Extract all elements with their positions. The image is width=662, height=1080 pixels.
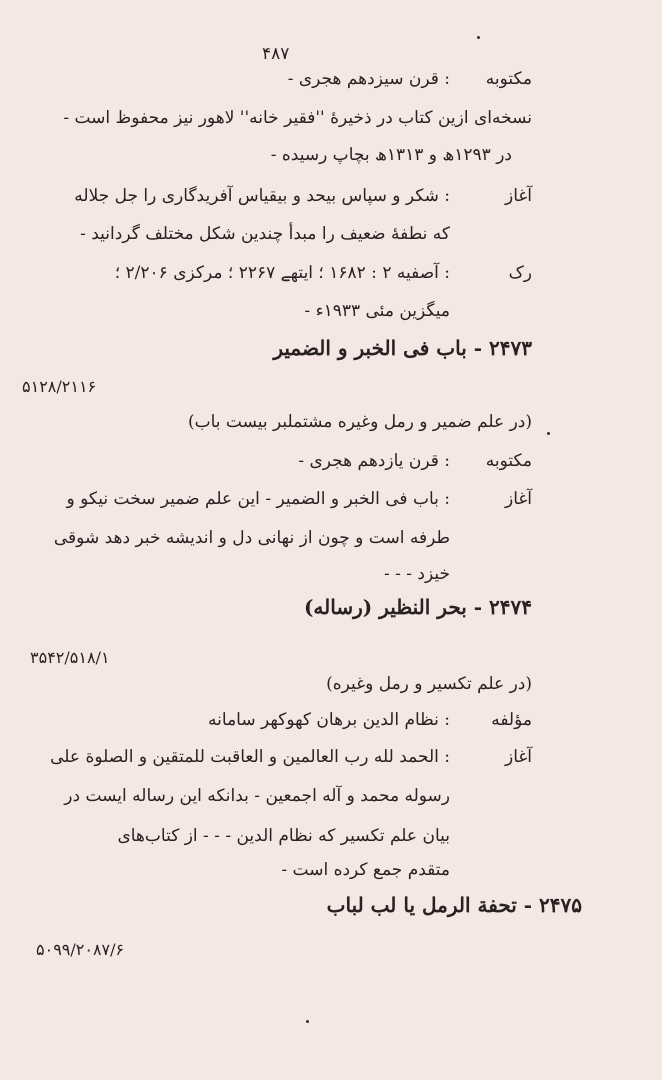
entry-heading-2474: ۲۴۷۴ - بحر النظیر (رساله) (303, 595, 532, 619)
author-label-2474: مؤلفه (491, 710, 532, 730)
reference-line-2: میگزین مئی ۱۹۳۳ء - (304, 301, 450, 321)
copy-text-2473: : قرن یازدهم هجری - (298, 451, 450, 471)
entry-heading-2475: ۲۴۷۵ - تحفة الرمل یا لب لباب (326, 893, 582, 917)
ink-speck (547, 432, 550, 435)
start-line-4-2474: متقدم جمع کرده است - (281, 860, 450, 880)
start-label-2474: آغاز (504, 747, 532, 767)
entry-heading-2473: ۲۴۷۳ - باب فی الخبر و الضمیر (273, 336, 532, 360)
start-label-2473: آغاز (504, 489, 532, 509)
copy-text: : قرن سیزدهم هجری - (287, 69, 450, 89)
note-line-2: در ۱۲۹۳ھ و ۱۳۱۳ھ بچاپ رسیده - (270, 145, 512, 165)
author-text-2474: : نظام الدین برهان کھوکھر سامانه (208, 710, 450, 730)
copy-label-2473: مکتوبه (485, 451, 532, 471)
reference-line-1: : آصفیه ۲ : ۱۶۸۲ ؛ ایتھے ۲۲۶۷ ؛ مرکزی ۲/۲۰۶ ؛ (114, 263, 450, 283)
start-line-2-2474: رسوله محمد و آله اجمعین - بدانکه این رساله ایست در (64, 786, 450, 806)
ink-speck (306, 1020, 309, 1023)
shelf-number-2475: ۵۰۹۹/۲۰۸۷/۶ (36, 940, 125, 959)
start-line-2: که نطفۀ ضعیف را مبدأ چندین شکل مختلف گردانید - (80, 224, 450, 244)
start-line-1: : شکر و سپاس بیحد و بیقیاس آفریدگاری را جل جلاله (74, 186, 450, 206)
copy-label: مکتوبه (485, 69, 532, 89)
shelf-number-2474: ۳۵۴۲/۵۱۸/۱ (30, 648, 110, 667)
start-line-2-2473: طرفه است و چون از نهانی دل و اندیشه خبر دهد شوقی (53, 528, 450, 548)
note-line-1: نسخه‌ای ازین کتاب در ذخیرۀ ''فقیر خانه'' لاهور نیز محفوظ است - (63, 108, 532, 128)
start-line-1-2473: : باب فی الخبر و الضمیر - این علم ضمیر سخت نیکو و (66, 489, 450, 509)
subject-2473: (در علم ضمیر و رمل وغیره مشتملبر بیست باب) (187, 412, 532, 432)
ink-speck (477, 36, 480, 39)
start-line-3-2473: خیزد - - - (383, 564, 450, 584)
start-line-3-2474: بیان علم تکسیر که نظام الدین - - - از کتاب‌های (117, 826, 450, 846)
start-label: آغاز (504, 186, 532, 206)
subject-2474: (در علم تکسیر و رمل وغیره) (326, 674, 532, 694)
reference-label: رک (508, 263, 532, 283)
page-number: ۴۸۷ (262, 44, 290, 64)
start-line-1-2474: : الحمد لله رب العالمین و العاقبت للمتقین و الصلوة علی (50, 747, 450, 767)
shelf-number-2473: ۵۱۲۸/۲۱۱۶ (22, 377, 97, 396)
